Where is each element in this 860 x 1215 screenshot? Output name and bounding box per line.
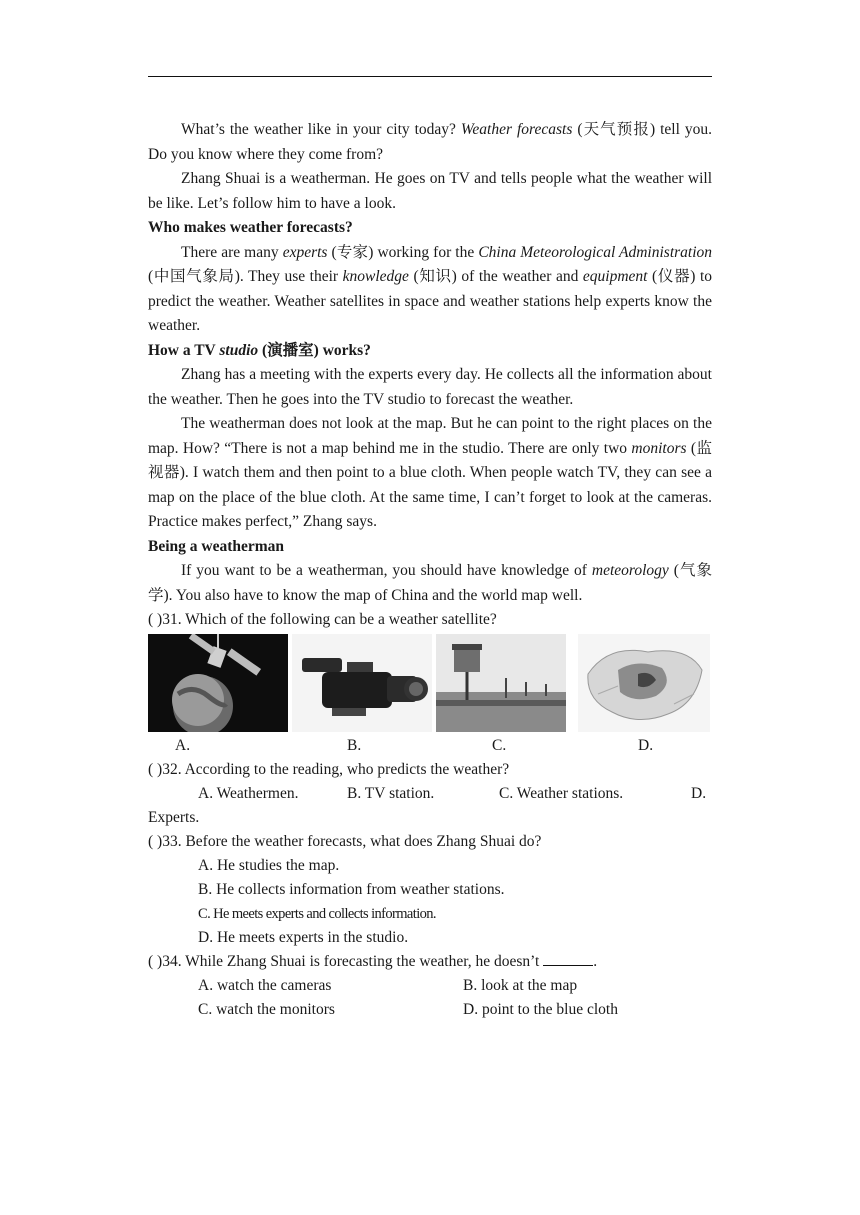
camera-photo xyxy=(292,634,432,732)
q31-option-d: D. xyxy=(638,737,654,754)
q31-images xyxy=(148,634,712,734)
q32-option-a: A. Weathermen. xyxy=(198,785,299,802)
heading-tv-studio: How a TV studio (演播室) works? xyxy=(148,341,371,359)
paragraph-1: What’s the weather like in your city today? Weather forecasts (天气预报) tell you. Do you know where they come from? xyxy=(148,121,712,163)
q32-option-b: B. TV station. xyxy=(347,785,435,802)
question-31: ( )31. Which of the following can be a weather satellite? xyxy=(148,611,497,628)
header-rule xyxy=(148,76,712,77)
q34-option-c: C. watch the monitors xyxy=(198,1001,335,1018)
paragraph-6: If you want to be a weatherman, you should have knowledge of meteorology (气象学). You also have to know the map of China and the world map well. xyxy=(148,562,712,604)
q32-options xyxy=(148,782,712,806)
weather-station-photo xyxy=(436,634,566,732)
q33-option-a: A. He studies the map. xyxy=(198,857,340,874)
q34-options-row1 xyxy=(148,974,712,998)
question-32: ( )32. According to the reading, who predicts the weather? xyxy=(148,761,510,778)
heading-being-weatherman: Being a weatherman xyxy=(148,537,285,555)
paragraph-5: The weatherman does not look at the map. But he can point to the right places on the map. How? “There is not a map behind me in the studio. There are only two monitors (监视器). I watch them and then point to a blue cloth. When people watch TV, they can see a map on the place of the blue cloth. At the same time, I can’t forget to look at the cameras. Practice makes perfect,” Zhang says. xyxy=(148,415,713,530)
q33-option-d: D. He meets experts in the studio. xyxy=(198,929,409,946)
q31-option-c: C. xyxy=(492,737,507,754)
q32-option-d-text: Experts. xyxy=(148,809,200,826)
q31-option-a: A. xyxy=(175,737,191,754)
q32-option-d: D. xyxy=(691,785,707,802)
document-body xyxy=(148,118,712,1022)
map-photo xyxy=(578,634,710,732)
question-33: ( )33. Before the weather forecasts, what does Zhang Shuai do? xyxy=(148,833,542,850)
q34-option-a: A. watch the cameras xyxy=(198,977,332,994)
answer-blank[interactable] xyxy=(543,951,593,966)
q31-option-b: B. xyxy=(347,737,362,754)
paragraph-2: Zhang Shuai is a weatherman. He goes on TV and tells people what the weather will be like. Let’s follow him to have a look. xyxy=(148,170,712,212)
q34-options-row2 xyxy=(148,998,712,1022)
q33-option-c: C. He meets experts and collects information. xyxy=(198,906,436,922)
satellite-photo xyxy=(148,634,288,732)
q32-option-c: C. Weather stations. xyxy=(499,785,624,802)
q34-option-d: D. point to the blue cloth xyxy=(463,1001,618,1018)
q34-option-b: B. look at the map xyxy=(463,977,578,994)
paragraph-4: Zhang has a meeting with the experts every day. He collects all the information about the weather. Then he goes into the TV studio to forecast the weather. xyxy=(148,366,712,408)
paragraph-3: There are many experts (专家) working for the China Meteorological Administration (中国气象局). They use their knowledge (知识) of the weather and equipment (仪器) to predict the weather. Weather satellites in space and weather stations help experts know the weather. xyxy=(148,243,713,334)
q33-option-b: B. He collects information from weather stations. xyxy=(198,881,505,898)
heading-who-makes: Who makes weather forecasts? xyxy=(148,219,353,236)
q31-options xyxy=(148,734,712,758)
question-34: ( )34. While Zhang Shuai is forecasting the weather, he doesn’t . xyxy=(148,953,598,970)
